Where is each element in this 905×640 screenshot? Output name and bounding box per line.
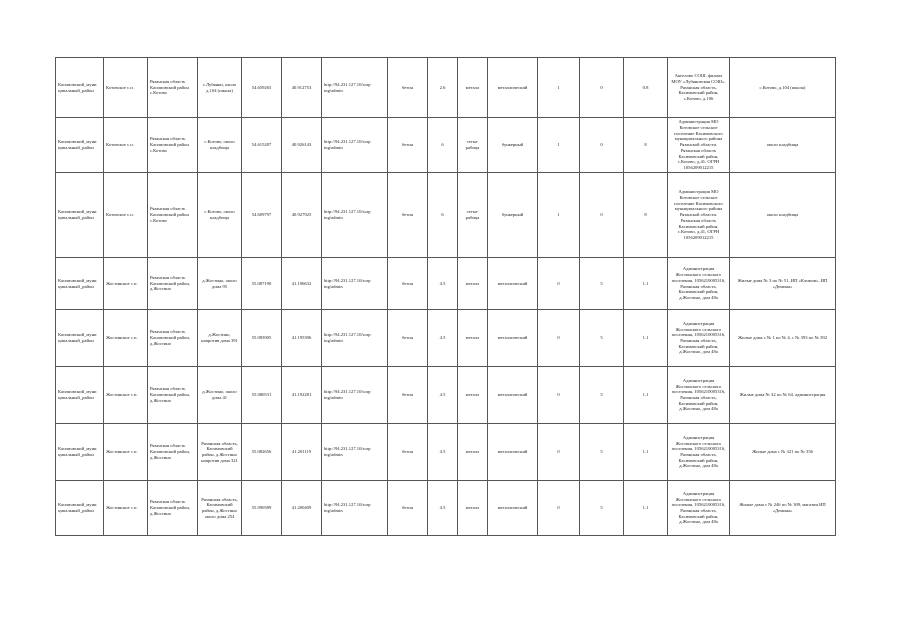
link-cell: http://94.231.127.10/sorp ing/admin — [322, 258, 388, 310]
container-type-cell: металлический — [488, 367, 538, 424]
container-type-cell: металлический — [488, 424, 538, 481]
owner-cell: Администрация МО Котовское сельское поселение Касимовского муниципального района Рязанской области. Рязанская область Касимовский район, с.Котово, д.41, ОГРН 1056209012215 — [668, 118, 730, 173]
volume-cell: 1.1 — [624, 481, 668, 536]
table-row — [56, 424, 836, 481]
container-type-cell: металлический — [488, 58, 538, 118]
served-objects-cell: Жилые дома с № 321 по № 356 — [730, 424, 836, 481]
district-cell: Касимовский_муни ципальный_район — [56, 58, 104, 118]
count-a-cell: 0 — [538, 367, 580, 424]
served-objects-cell: Жилые дома № 3 по № 51, ИП «Климов», ИП «Демина» — [730, 258, 836, 310]
location-cell: Рязанская область, Касимовский район, д.Жостино напротив дома 321 — [198, 424, 242, 481]
served-objects-cell: Жилые дома № 32 по № 64, администрация — [730, 367, 836, 424]
table-row — [56, 258, 836, 310]
count-a-cell: 0 — [538, 310, 580, 367]
surface-cell: бетон — [388, 367, 428, 424]
count-b-cell: 5 — [580, 481, 624, 536]
surface-cell: бетон — [388, 258, 428, 310]
longitude-cell: 41.196632 — [282, 258, 322, 310]
volume-cell: 1.1 — [624, 258, 668, 310]
latitude-cell: 54.659265 — [242, 58, 282, 118]
table-row — [56, 310, 836, 367]
container-type-cell: металлический — [488, 258, 538, 310]
district-cell: Касимовский_муни ципальный_район — [56, 367, 104, 424]
count-b-cell: 5 — [580, 310, 624, 367]
served-objects-cell: около кладбища — [730, 118, 836, 173]
district-cell: Касимовский_муни ципальный_район — [56, 173, 104, 258]
volume-cell: 1.1 — [624, 367, 668, 424]
latitude-cell: 54.615287 — [242, 118, 282, 173]
owner-cell: Администрация Жостинского сельского поселения, 1056210005316, Рязанская область, Касимовский район, д.Жостино, дом 48а — [668, 367, 730, 424]
latitude-cell: 55.083905 — [242, 310, 282, 367]
served-objects-cell: с.Котово, д.104 (школа) — [730, 58, 836, 118]
area-size-cell: 6 — [428, 118, 458, 173]
area-cell: Рязанская область Касимовский район с.Котово — [148, 173, 198, 258]
location-cell: д.Жостино, около дома 41 — [198, 367, 242, 424]
area-cell: Рязанская область Касимовский район с.Котово — [148, 58, 198, 118]
area-cell: Рязанская область Касимовский район, д.Жостино — [148, 367, 198, 424]
count-a-cell: 0 — [538, 424, 580, 481]
district-cell: Касимовский_муни ципальный_район — [56, 258, 104, 310]
owner-cell: Администрация Жостинского сельского поселения, 1056210005316, Рязанская область, Касимовский район, д.Жостино, дом 48а — [668, 481, 730, 536]
fence-cell: металл — [458, 481, 488, 536]
location-cell: д.Жостино, напротив дома 391 — [198, 310, 242, 367]
area-size-cell: 6 — [428, 173, 458, 258]
settlement-cell: Жостинское с.п. — [104, 481, 148, 536]
surface-cell: бетон — [388, 310, 428, 367]
count-b-cell: 0 — [580, 118, 624, 173]
link-cell: http://94.231.127.10/sorp ing/admin — [322, 310, 388, 367]
container-type-cell: металлический — [488, 481, 538, 536]
volume-cell: 8 — [624, 173, 668, 258]
surface-cell: бетон — [388, 481, 428, 536]
district-cell: Касимовский_муни ципальный_район — [56, 310, 104, 367]
volume-cell: 1.1 — [624, 310, 668, 367]
latitude-cell: 55.080531 — [242, 367, 282, 424]
longitude-cell: 41.200409 — [282, 481, 322, 536]
location-cell: с.Лубянки, около д.104 (школа) — [198, 58, 242, 118]
area-size-cell: 4.5 — [428, 367, 458, 424]
container-type-cell: металлический — [488, 310, 538, 367]
container-type-cell: бункерный — [488, 118, 538, 173]
latitude-cell: 55.082656 — [242, 424, 282, 481]
count-a-cell: 1 — [538, 118, 580, 173]
fence-cell: металл — [458, 258, 488, 310]
count-a-cell: 0 — [538, 258, 580, 310]
longitude-cell: 41.201119 — [282, 424, 322, 481]
served-objects-cell: Жилые дома с № 246 по № 309, магазин ИП «Демина» — [730, 481, 836, 536]
surface-cell: бетон — [388, 173, 428, 258]
longitude-cell: 41.192281 — [282, 367, 322, 424]
link-cell: http://94.231.127.10/sorp ing/admin — [322, 118, 388, 173]
area-cell: Рязанская область Касимовский район с.Котово — [148, 118, 198, 173]
fence-cell: металл — [458, 310, 488, 367]
table-row — [56, 118, 836, 173]
fence-cell: сетка-рабица — [458, 173, 488, 258]
data-table — [55, 57, 836, 536]
count-a-cell: 1 — [538, 58, 580, 118]
location-cell: Рязанская область, Касимовский район, д.Жостино около дома 254 — [198, 481, 242, 536]
area-size-cell: 4.5 — [428, 424, 458, 481]
volume-cell: 0.8 — [624, 58, 668, 118]
link-cell: http://94.231.127.10/sorp ing/admin — [322, 367, 388, 424]
longitude-cell: 41.195396 — [282, 310, 322, 367]
area-size-cell: 4.5 — [428, 481, 458, 536]
table-row — [56, 58, 836, 118]
area-cell: Рязанская область Касимовский район, д.Жостино — [148, 310, 198, 367]
fence-cell: сетка-рабица — [458, 118, 488, 173]
district-cell: Касимовский_муни ципальный_район — [56, 118, 104, 173]
fence-cell: металл — [458, 367, 488, 424]
owner-cell: Администрация Жостинского сельского поселения, 1056210005316, Рязанская область, Касимовский район, д.Жостино, дом 48а — [668, 310, 730, 367]
volume-cell: 1.1 — [624, 424, 668, 481]
count-b-cell: 5 — [580, 424, 624, 481]
table-row — [56, 367, 836, 424]
owner-cell: Ангелово СОШ, филиал МОУ «Лубяновская СОШ». Рязанская область, Касимовский район, с.Котово, д.106 — [668, 58, 730, 118]
link-cell: http://94.231.127.10/sorp ing/admin — [322, 424, 388, 481]
surface-cell: бетон — [388, 424, 428, 481]
latitude-cell: 55.087190 — [242, 258, 282, 310]
settlement-cell: Жостинское с.п. — [104, 310, 148, 367]
table-row — [56, 481, 836, 536]
owner-cell: Администрация Жостинского сельского поселения, 1056210005316, Рязанская область, Касимовский район, д.Жостино, дом 48а — [668, 258, 730, 310]
fence-cell: металл — [458, 424, 488, 481]
longitude-cell: 40.912753 — [282, 58, 322, 118]
link-cell: http://94.231.127.10/sorp ing/admin — [322, 173, 388, 258]
served-objects-cell: Жилые дома с № 1 по № 4, с № 393 по № 392 — [730, 310, 836, 367]
settlement-cell: Жостинское с.п. — [104, 258, 148, 310]
settlement-cell: Котовское с.п. — [104, 173, 148, 258]
longitude-cell: 40.926143 — [282, 118, 322, 173]
surface-cell: бетон — [388, 58, 428, 118]
settlement-cell: Жостинское с.п. — [104, 367, 148, 424]
count-b-cell: 5 — [580, 258, 624, 310]
owner-cell: Администрация МО Котовское сельское поселение Касимовского муниципального района Рязанской области. Рязанская область Касимовский район, с.Котово, д.41, ОГРН 1056209012215 — [668, 173, 730, 258]
count-b-cell: 5 — [580, 367, 624, 424]
count-b-cell: 0 — [580, 58, 624, 118]
latitude-cell: 54.609797 — [242, 173, 282, 258]
location-cell: с.Котово, около кладбища — [198, 118, 242, 173]
volume-cell: 8 — [624, 118, 668, 173]
location-cell: д.Жостино, около дома 95 — [198, 258, 242, 310]
area-size-cell: 4.5 — [428, 258, 458, 310]
link-cell: http://94.231.127.10/sorp ing/admin — [322, 481, 388, 536]
area-cell: Рязанская область Касимовский район, д.Жостино — [148, 258, 198, 310]
settlement-cell: Жостинское с.п. — [104, 424, 148, 481]
count-b-cell: 0 — [580, 173, 624, 258]
area-size-cell: 2.6 — [428, 58, 458, 118]
link-cell: http://94.231.127.10/sorp ing/admin — [322, 58, 388, 118]
count-a-cell: 1 — [538, 173, 580, 258]
area-size-cell: 4.5 — [428, 310, 458, 367]
container-type-cell: бункерный — [488, 173, 538, 258]
owner-cell: Администрация Жостинского сельского поселения, 1056210005316, Рязанская область, Касимовский район, д.Жостино, дом 48а — [668, 424, 730, 481]
surface-cell: бетон — [388, 118, 428, 173]
district-cell: Касимовский_муни ципальный_район — [56, 424, 104, 481]
settlement-cell: Котовское с.п. — [104, 58, 148, 118]
area-cell: Рязанская область Касимовский район, д.Жостино — [148, 424, 198, 481]
area-cell: Рязанская область Касимовский район, д.Жостино — [148, 481, 198, 536]
fence-cell: металл — [458, 58, 488, 118]
count-a-cell: 0 — [538, 481, 580, 536]
served-objects-cell: около кладбища — [730, 173, 836, 258]
location-cell: с.Котово, около кладбища — [198, 173, 242, 258]
latitude-cell: 55.090589 — [242, 481, 282, 536]
longitude-cell: 40.927925 — [282, 173, 322, 258]
table-row — [56, 173, 836, 258]
settlement-cell: Котовское с.п. — [104, 118, 148, 173]
district-cell: Касимовский_муни ципальный_район — [56, 481, 104, 536]
